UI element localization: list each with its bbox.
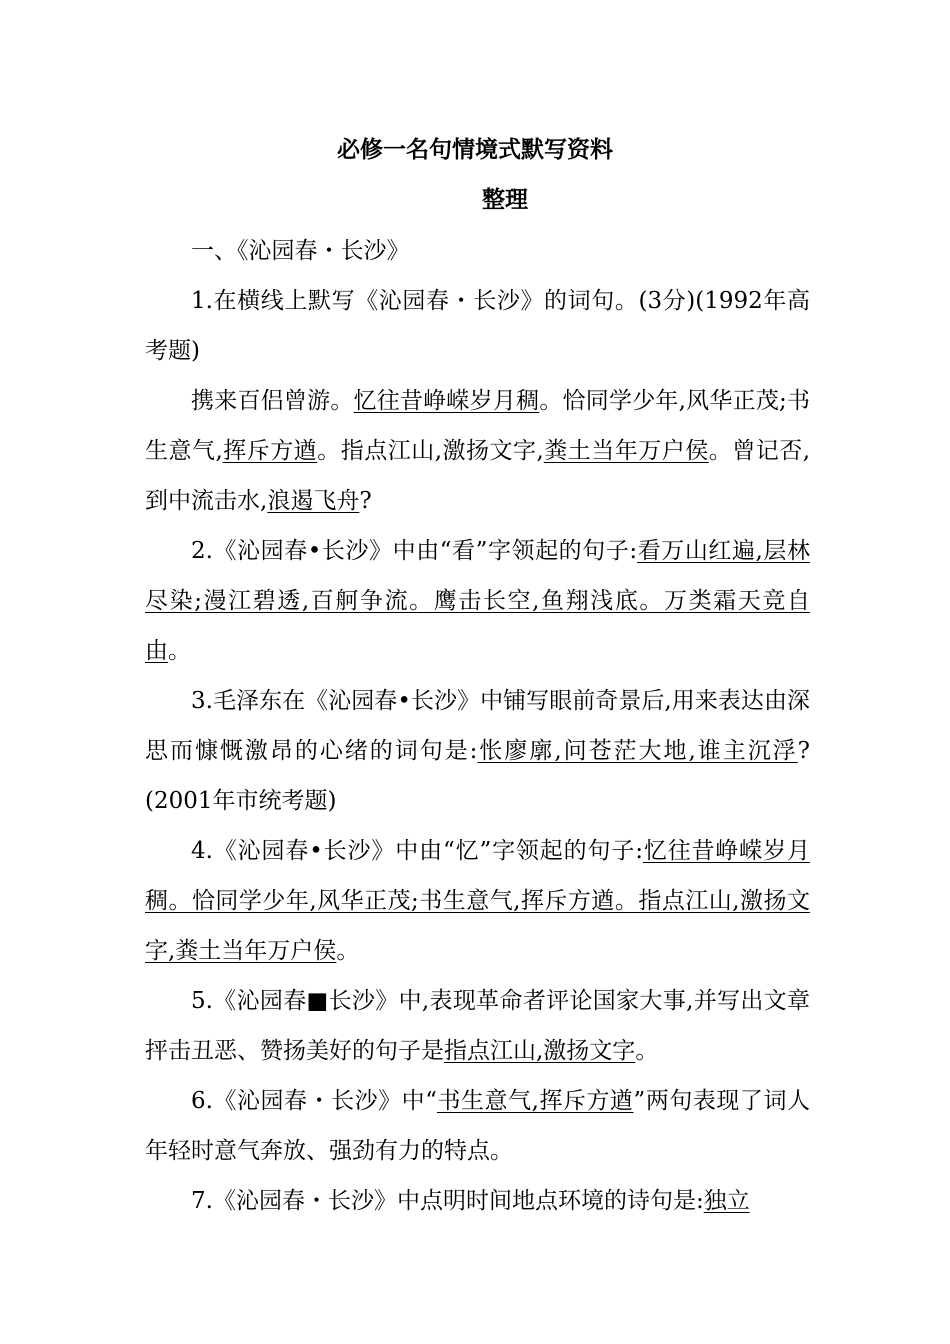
document-title: 必修一名句情境式默写资料 (337, 136, 613, 163)
section-heading: 一、《沁园春・长沙》 (191, 238, 410, 264)
answer-blank: 看万山红遍,层林尽染;漫江碧透,百舸争流。鹰击长空,鱼翔浅底。万类霜天竞自由 (145, 538, 810, 664)
question-4 (145, 826, 810, 976)
answer-text: 。曾记否,到中流击水, (145, 438, 811, 514)
answer-blank: 浪遏飞舟 (267, 488, 360, 514)
answer-blank: 忆往昔峥嵘岁月稠 (353, 388, 540, 414)
answer-blank: 怅廖廓,问苍茫大地,谁主沉浮 (477, 738, 798, 764)
question-text: 6.《沁园春・长沙》中“ (191, 1088, 437, 1114)
answer-blank: 忆往昔峥嵘岁月稠。恰同学少年,风华正茂;书生意气,挥斥方遒。指点江山,激扬文字,粪土当年万户侯 (145, 838, 811, 964)
answer-blank: 书生意气,挥斥方遒 (436, 1088, 634, 1114)
question-text: 3.毛泽东在《沁园春•长沙》中铺写眼前奇景后,用来表达由深思而慷慨激昂的心绪的词句是: (145, 688, 810, 764)
document-body (145, 226, 810, 1226)
question-2 (145, 526, 810, 676)
question-text: 。 (168, 638, 191, 664)
answer-text: ? (359, 488, 372, 514)
question-text: ?(2001年市统考题) (145, 738, 811, 814)
question-1-answer (145, 376, 810, 526)
question-text: 7.《沁园春・长沙》中点明时间地点环境的诗句是: (191, 1188, 704, 1214)
question-3 (145, 676, 810, 826)
answer-blank: 独立 (703, 1188, 750, 1214)
answer-text: 。指点江山,激扬文字, (317, 438, 544, 464)
question-text: ”两句表现了词人年轻时意气奔放、强劲有力的特点。 (145, 1088, 810, 1164)
question-1-prompt: 1.在横线上默写《沁园春・长沙》的词句。(3分)(1992年高考题) (145, 288, 810, 364)
question-text: 2.《沁园春•长沙》中由“看”字领起的句子: (191, 538, 638, 564)
answer-blank: 挥斥方遒 (222, 438, 318, 464)
answer-blank: 指点江山,激扬文字 (444, 1038, 636, 1064)
question-6 (145, 1076, 810, 1176)
answer-blank: 粪土当年万户侯 (543, 438, 709, 464)
question-7 (145, 1176, 810, 1226)
answer-text: 。恰同学少年,风华正茂;书生意气, (145, 388, 811, 464)
question-text: 4.《沁园春•长沙》中由“忆”字领起的句子: (191, 838, 643, 864)
question-5 (145, 976, 810, 1076)
question-text: 。 (635, 1038, 659, 1064)
question-text: 5.《沁园春■长沙》中,表现革命者评论国家大事,并写出文章抨击丑恶、赞扬美好的句子是 (145, 988, 810, 1064)
question-text: 。 (336, 938, 360, 964)
document-subtitle: 整理 (482, 186, 528, 213)
answer-text: 携来百侣曾游。 (191, 388, 354, 414)
